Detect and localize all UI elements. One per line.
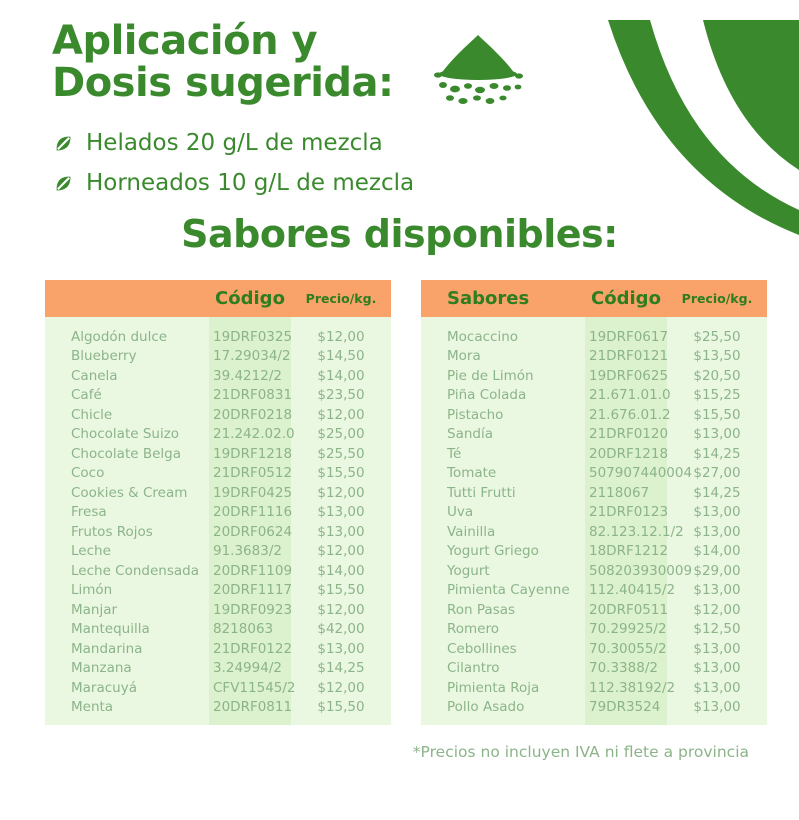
flavor-name-cell: Mantequilla: [71, 621, 150, 638]
product-code-cell: 508203930009: [589, 562, 693, 579]
table-row: [45, 425, 391, 445]
flavor-name-cell: Piña Colada: [447, 387, 527, 404]
table-row: [421, 386, 767, 406]
product-code-cell: 20DRF1218: [589, 445, 669, 462]
table-row: [421, 347, 767, 367]
price-cell: $14,00: [317, 562, 365, 579]
table-row: [421, 464, 767, 484]
price-cell: $15,50: [693, 406, 741, 423]
table-row: [45, 698, 391, 718]
product-code-cell: 21.671.01.0: [589, 387, 671, 404]
flavor-name-cell: Romero: [447, 621, 500, 638]
table-row: [45, 639, 391, 659]
price-cell: $12,50: [693, 621, 741, 638]
price-footnote: *Precios no incluyen IVA ni flete a provincia: [412, 743, 749, 761]
price-cell: $13,00: [693, 582, 741, 599]
flavor-name-cell: Pie de Limón: [447, 367, 534, 384]
product-code-cell: 112.38192/2: [589, 679, 676, 696]
product-code-cell: 21.676.01.2: [589, 406, 671, 423]
price-cell: $13,00: [317, 504, 365, 521]
product-code-cell: 70.30055/2: [589, 640, 667, 657]
product-code-cell: 21DRF0512: [213, 465, 293, 482]
price-cell: $14,50: [317, 348, 365, 365]
product-code-cell: 91.3683/2: [213, 543, 282, 560]
flavor-name-cell: Uva: [447, 504, 474, 521]
table-row: [45, 464, 391, 484]
flavor-name-cell: Tomate: [447, 465, 497, 482]
price-cell: $42,00: [317, 621, 365, 638]
flavor-name-cell: Yogurt: [447, 562, 490, 579]
price-cell: $14,00: [693, 543, 741, 560]
price-table-right: [421, 280, 767, 725]
table-row: [421, 444, 767, 464]
table-row: [45, 542, 391, 562]
product-code-cell: 2118067: [589, 484, 650, 501]
price-cell: $12,00: [317, 679, 365, 696]
price-tables: [45, 280, 799, 725]
product-code-cell: 20DRF0218: [213, 406, 293, 423]
flavor-name-cell: Pimienta Roja: [447, 679, 540, 696]
page-title-line2: Dosis sugerida:: [52, 60, 394, 106]
table-row: [45, 581, 391, 601]
price-cell: $14,25: [693, 445, 741, 462]
price-cell: $25,00: [317, 426, 365, 443]
table-row: [421, 522, 767, 542]
price-cell: $13,00: [693, 504, 741, 521]
flavor-name-cell: Canela: [71, 367, 118, 384]
product-code-cell: 21DRF0123: [589, 504, 669, 521]
table-row: [421, 659, 767, 679]
product-code-cell: 20DRF0624: [213, 523, 293, 540]
flavor-name-cell: Mandarina: [71, 640, 143, 657]
table-row: [45, 600, 391, 620]
table-body: [45, 317, 391, 725]
leaf-icon: [54, 134, 73, 153]
table-row: [45, 327, 391, 347]
table-row: [421, 405, 767, 425]
flavor-name-cell: Pistacho: [447, 406, 504, 423]
product-code-cell: 19DRF0325: [213, 328, 293, 345]
flavor-name-cell: Cebollines: [447, 640, 517, 657]
flavor-name-cell: Chocolate Suizo: [71, 426, 180, 443]
price-cell: $13,00: [693, 640, 741, 657]
flavor-name-cell: Leche Condensada: [71, 562, 199, 579]
product-code-cell: 8218063: [213, 621, 274, 638]
product-code-cell: 3.24994/2: [213, 660, 282, 677]
product-code-cell: 21DRF0831: [213, 387, 293, 404]
flavor-name-cell: Leche: [71, 543, 111, 560]
price-cell: $13,50: [693, 348, 741, 365]
product-code-cell: 21DRF0121: [589, 348, 669, 365]
price-cell: $13,00: [693, 679, 741, 696]
table-row: [421, 678, 767, 698]
table-row: [421, 620, 767, 640]
col-header-precio: Precio/kg.: [681, 291, 753, 306]
product-code-cell: 21DRF0122: [213, 640, 293, 657]
flavor-name-cell: Pimienta Cayenne: [447, 582, 570, 599]
product-code-cell: 19DRF1218: [213, 445, 293, 462]
powder-pile-icon: [428, 32, 528, 108]
price-cell: $25,50: [693, 328, 741, 345]
leaf-icon: [54, 174, 73, 193]
flavor-name-cell: Mora: [447, 348, 481, 365]
product-code-cell: 507907440004: [589, 465, 693, 482]
flavor-name-cell: Yogurt Griego: [447, 543, 539, 560]
price-cell: $23,50: [317, 387, 365, 404]
col-header-codigo: Código: [215, 288, 285, 309]
price-cell: $15,50: [317, 465, 365, 482]
table-row: [45, 659, 391, 679]
flavor-name-cell: Chicle: [71, 406, 113, 423]
product-code-cell: 20DRF1116: [213, 504, 293, 521]
price-cell: $13,00: [693, 699, 741, 716]
price-cell: $13,00: [693, 523, 741, 540]
price-cell: $20,50: [693, 367, 741, 384]
dosage-bullet-label: Horneados 10 g/L de mezcla: [86, 170, 415, 196]
price-cell: $12,00: [317, 406, 365, 423]
price-table-left: [45, 280, 391, 725]
product-code-cell: 79DR3524: [589, 699, 661, 716]
product-code-cell: 70.3388/2: [589, 660, 658, 677]
price-cell: $13,00: [693, 426, 741, 443]
flavor-name-cell: Té: [447, 445, 462, 462]
dosage-bullet-label: Helados 20 g/L de mezcla: [86, 130, 383, 156]
flavor-name-cell: Blueberry: [71, 348, 137, 365]
flavor-name-cell: Algodón dulce: [71, 328, 168, 345]
table-row: [421, 698, 767, 718]
flavor-name-cell: Chocolate Belga: [71, 445, 181, 462]
col-header-precio: Precio/kg.: [305, 291, 377, 306]
product-code-cell: 70.29925/2: [589, 621, 667, 638]
price-cell: $25,50: [317, 445, 365, 462]
flavor-name-cell: Fresa: [71, 504, 107, 521]
flavor-name-cell: Tutti Frutti: [447, 484, 516, 501]
flavor-name-cell: Sandía: [447, 426, 493, 443]
flavor-name-cell: Frutos Rojos: [71, 523, 153, 540]
table-row: [45, 678, 391, 698]
flavor-name-cell: Menta: [71, 699, 114, 716]
table-row: [45, 444, 391, 464]
table-row: [45, 483, 391, 503]
product-code-cell: 82.123.12.1/2: [589, 523, 684, 540]
table-row: [45, 522, 391, 542]
product-code-cell: 19DRF0625: [589, 367, 669, 384]
corner-leaf-decoration: [599, 20, 799, 240]
product-code-cell: 21.242.02.0: [213, 426, 295, 443]
product-code-cell: 19DRF0617: [589, 328, 669, 345]
flavor-name-cell: Cilantro: [447, 660, 500, 677]
price-cell: $15,50: [317, 582, 365, 599]
flavor-name-cell: Ron Pasas: [447, 601, 516, 618]
table-row: [45, 386, 391, 406]
product-code-cell: 20DRF1117: [213, 582, 293, 599]
flavor-name-cell: Café: [71, 387, 102, 404]
table-row: [45, 503, 391, 523]
price-cell: $14,25: [317, 660, 365, 677]
table-body: [421, 317, 767, 725]
price-cell: $13,00: [317, 640, 365, 657]
price-cell: $12,00: [317, 601, 365, 618]
product-code-cell: 112.40415/2: [589, 582, 676, 599]
flavor-name-cell: Pollo Asado: [447, 699, 525, 716]
price-cell: $29,00: [693, 562, 741, 579]
flavor-name-cell: Manzana: [71, 660, 132, 677]
price-cell: $12,00: [317, 484, 365, 501]
price-cell: $14,25: [693, 484, 741, 501]
product-code-cell: 20DRF0511: [589, 601, 669, 618]
table-row: [45, 405, 391, 425]
product-code-cell: 20DRF0811: [213, 699, 293, 716]
table-row: [421, 561, 767, 581]
product-code-cell: CFV11545/2: [213, 679, 296, 696]
price-cell: $12,00: [317, 328, 365, 345]
product-code-cell: 18DRF1212: [589, 543, 669, 560]
flavor-name-cell: Vainilla: [447, 523, 496, 540]
table-row: [421, 581, 767, 601]
table-row: [45, 347, 391, 367]
flavor-name-cell: Cookies & Cream: [71, 484, 188, 501]
price-cell: $27,00: [693, 465, 741, 482]
price-cell: $12,00: [693, 601, 741, 618]
table-header: [45, 280, 391, 317]
price-cell: $13,00: [693, 660, 741, 677]
table-row: [421, 327, 767, 347]
product-code-cell: 21DRF0120: [589, 426, 669, 443]
table-row: [45, 366, 391, 386]
product-code-cell: 39.4212/2: [213, 367, 282, 384]
flavor-name-cell: Manjar: [71, 601, 118, 618]
page-title-line1: Aplicación y: [52, 18, 318, 64]
table-row: [421, 483, 767, 503]
price-cell: $14,00: [317, 367, 365, 384]
price-cell: $15,25: [693, 387, 741, 404]
price-cell: $13,00: [317, 523, 365, 540]
table-row: [421, 542, 767, 562]
table-row: [421, 366, 767, 386]
table-row: [421, 600, 767, 620]
flavor-name-cell: Maracuyá: [71, 679, 137, 696]
col-header-sabores: Sabores: [447, 288, 530, 309]
table-row: [45, 620, 391, 640]
table-row: [421, 639, 767, 659]
flavors-heading: Sabores disponibles:: [181, 212, 618, 256]
product-code-cell: 19DRF0425: [213, 484, 293, 501]
table-row: [421, 425, 767, 445]
flavor-name-cell: Limón: [71, 582, 113, 599]
price-cell: $12,00: [317, 543, 365, 560]
table-row: [421, 503, 767, 523]
product-code-cell: 20DRF1109: [213, 562, 293, 579]
price-cell: $15,50: [317, 699, 365, 716]
col-header-codigo: Código: [591, 288, 661, 309]
product-code-cell: 19DRF0923: [213, 601, 293, 618]
flavor-name-cell: Coco: [71, 465, 105, 482]
product-code-cell: 17.29034/2: [213, 348, 291, 365]
table-header: [421, 280, 767, 317]
table-row: [45, 561, 391, 581]
flavor-name-cell: Mocaccino: [447, 328, 519, 345]
